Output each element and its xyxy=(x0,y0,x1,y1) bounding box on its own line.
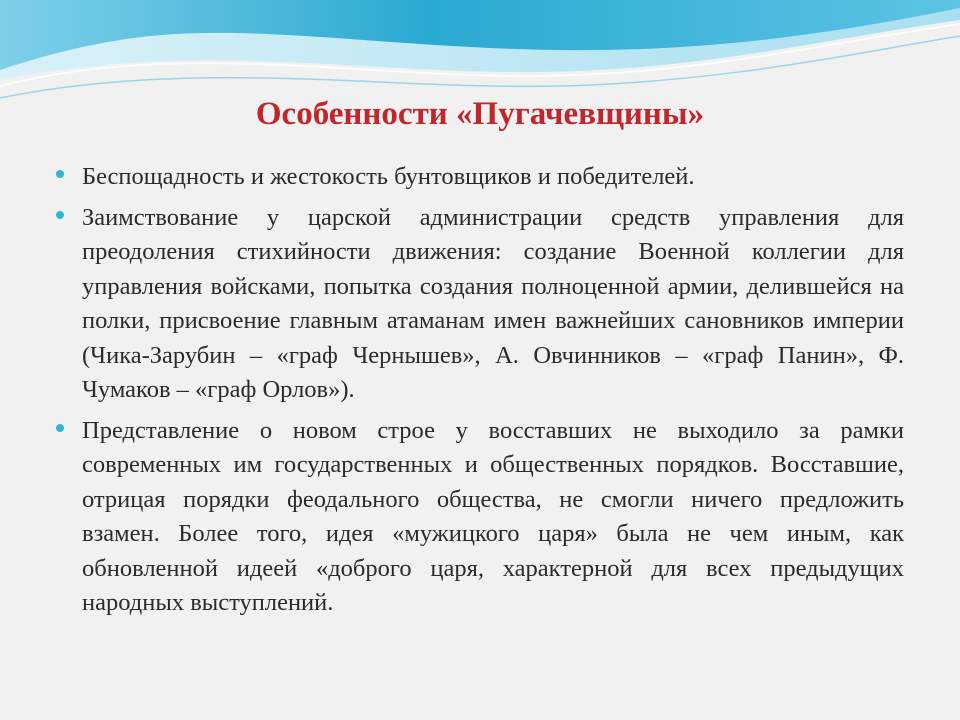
bullet-item xyxy=(82,201,904,408)
bullet-text: Заимствование у царской администрации средств управления для преодоления стихийности движения: создание Военной коллегии для управления войсками, попытка создания полноценной армии, делившейся на полки, присвоение главным атаманам имен важнейших сановников империи (Чика-Зарубин – «граф Чернышев», А. Овчинников – «граф Панин», Ф. Чумаков – «граф Орлов»). xyxy=(82,203,904,403)
bullet-dot-icon xyxy=(56,170,64,178)
bullet-item xyxy=(82,414,904,621)
bullet-text: Представление о новом строе у восставших не выходило за рамки современных им государственных и общественных порядков. Восставшие, отрицая порядки феодального общества, не смогли ничего предложить взамен. Более того, идея «мужицкого царя» была не чем иным, как обновленной идеей «доброго царя, характерной для всех предыдущих народных выступлений. xyxy=(82,416,904,616)
bullet-text: Беспощадность и жестокость бунтовщиков и победителей. xyxy=(82,163,695,190)
bullet-list xyxy=(82,160,904,627)
bullet-dot-icon xyxy=(56,211,64,219)
slide-title: Особенности «Пугачевщины» xyxy=(255,96,705,132)
bullet-item xyxy=(82,160,904,195)
bullet-dot-icon xyxy=(56,424,64,432)
